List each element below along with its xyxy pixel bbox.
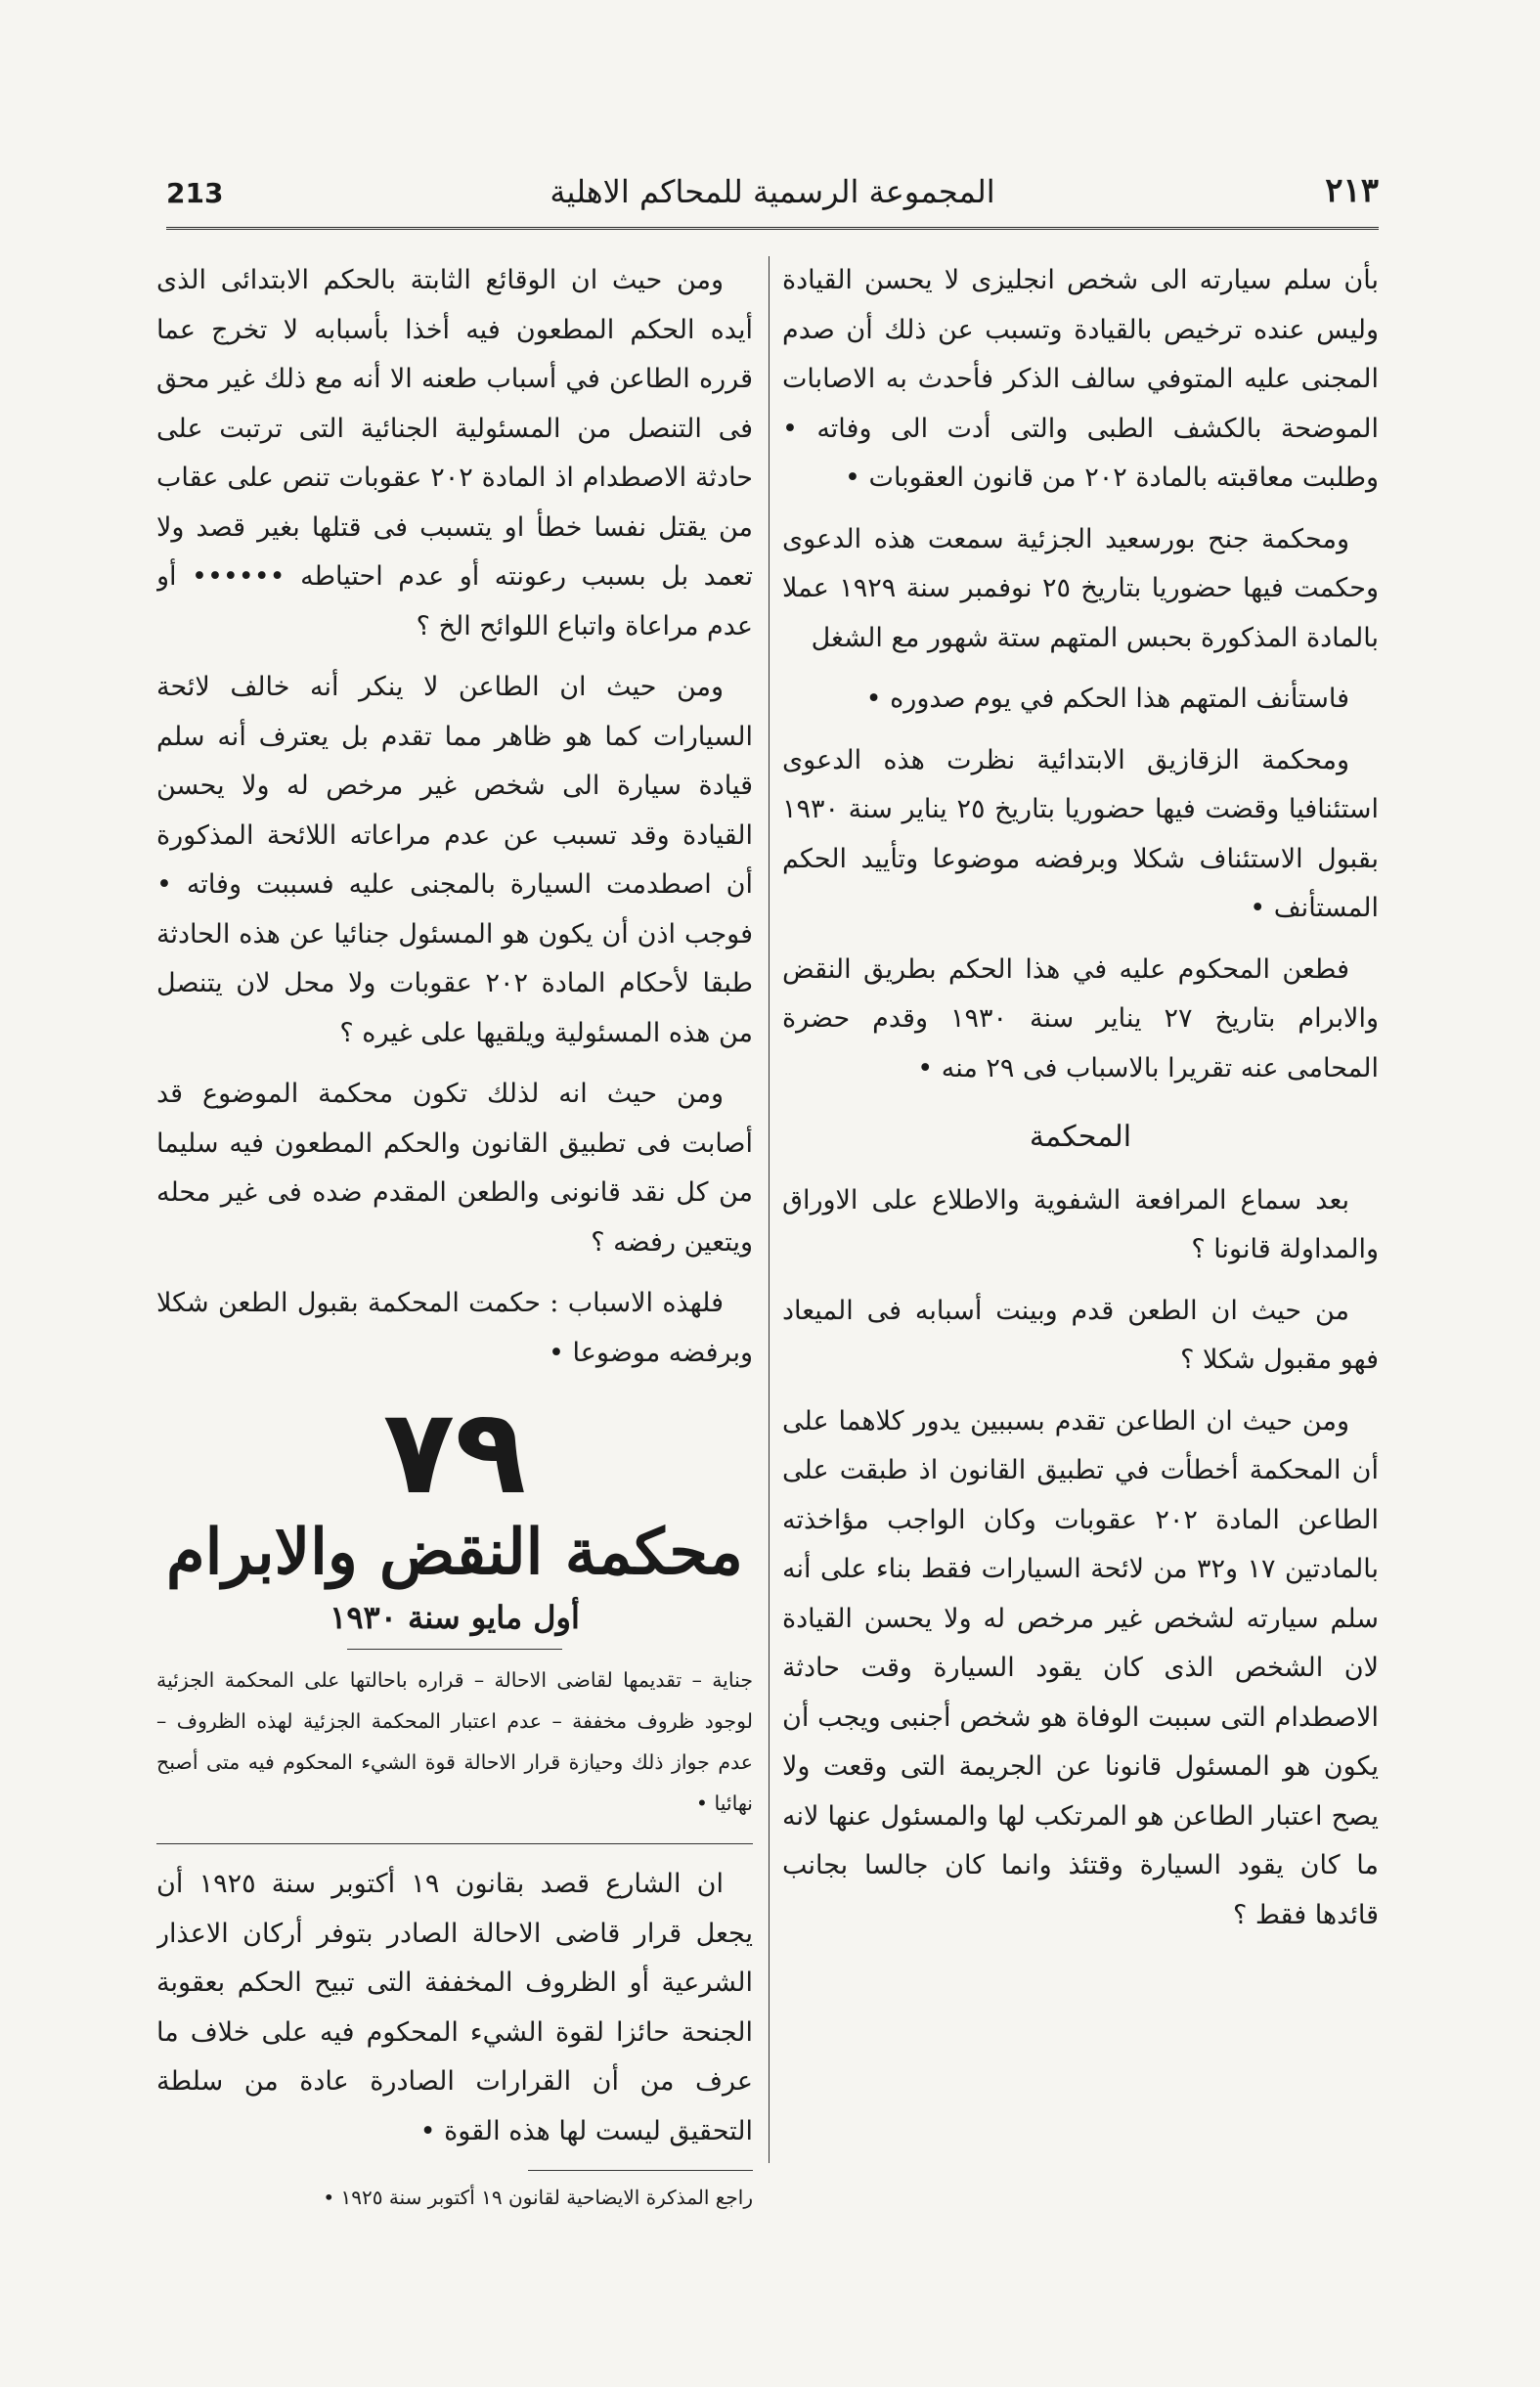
- right-column: [782, 256, 1379, 2271]
- running-header: [166, 171, 1379, 225]
- section-heading: المحكمة: [1029, 1120, 1132, 1154]
- left-column: [156, 256, 753, 2271]
- paragraph: فلهذه الاسباب : حكمت المحكمة بقبول الطعن شكلا وبرفضه موضوعا •: [156, 1288, 753, 1368]
- case-date: أول مايو سنة ١٩٣٠: [330, 1599, 580, 1636]
- footnote-rule: [528, 2170, 753, 2171]
- paragraph: ومن حيث ان الوقائع الثابتة بالحكم الابتدائى الذى أيده الحكم المطعون فيه أخذا بأسبابه لا تخرج عما قرره الطاعن في أسباب طعنه الا أنه مع ذلك غير محق فى التنصل من المسئولية الجنائية التى ترتبت على حادثة الاصطدام اذ المادة ٢٠٢ عقوبات تنص على عقاب من يقتل نفسا خطأ او يتسبب فى قتلها بغير قصد ولا تعمد بل بسبب رعونته أو عدم احتياطه •••••• أو عدم مراعاة واتباع اللوائح الخ ؟: [156, 265, 753, 641]
- paragraph: ومن حيث ان الطاعن تقدم بسببين يدور كلاهما على أن المحكمة أخطأت في تطبيق القانون اذ طبقت على الطاعن المادة ٢٠٢ عقوبات وكان الواجب مؤاخذته بالمادتين ١٧ و٣٢ من لائحة السيارات فقط بناء على أنه سلم سيارته لشخص غير مرخص له ولا يحسن القيادة لان الشخص الذى كان يقود السيارة وقت حادثة الاصطدام التى سببت الوفاة هو شخص أجنبى ويجب أن يكون هو المسئول قانونا عن الجريمة التى وقعت ولا يصح اعتبار الطاعن هو المرتكب لها والمسئول عنها لانه ما كان يقود السيارة وقتئذ وانما كان جالسا بجانب قائدها فقط ؟: [782, 1405, 1379, 1930]
- header-rule: [166, 227, 1379, 230]
- case-header: [156, 1385, 753, 1650]
- paragraph: ومحكمة جنح بورسعيد الجزئية سمعت هذه الدعوى وحكمت فيها حضوريا بتاريخ ٢٥ نوفمبر سنة ١٩٢٩ عملا بالمادة المذكورة بحبس المتهم ستة شهور مع الشغل: [782, 523, 1379, 653]
- paragraph: ومن حيث ان الطاعن لا ينكر أنه خالف لائحة السيارات كما هو ظاهر مما تقدم بل يعترف أنه سلم قيادة سيارة الى شخص غير مرخص له ولا يحسن القيادة وقد تسبب عن عدم مراعاته اللائحة المذكورة أن اصطدمت السيارة بالمجنى عليه فسببت وفاته • فوجب اذن أن يكون هو المسئول جنائيا عن هذه الحادثة طبقا لأحكام المادة ٢٠٢ عقوبات ولا محل لان يتنصل من هذه المسئولية ويلقيها على غيره ؟: [156, 672, 753, 1048]
- paragraph: بعد سماع المرافعة الشفوية والاطلاع على الاوراق والمداولة قانونا ؟: [782, 1184, 1379, 1264]
- headnote-rule: [156, 1843, 753, 1844]
- paragraph: ومحكمة الزقازيق الابتدائية نظرت هذه الدعوى استئنافيا وقضت فيها حضوريا بتاريخ ٢٥ يناير سنة ١٩٣٠ بقبول الاستئناف شكلا وبرفضه موضوعا وتأييد الحكم المستأنف •: [782, 744, 1379, 923]
- page-number-latin: 213: [166, 177, 224, 209]
- case-body: ان الشارع قصد بقانون ١٩ أكتوبر سنة ١٩٢٥ أن يجعل قرار قاضى الاحالة الصادر بتوفر أركان الاعذار الشرعية أو الظروف المخففة التى تبيح الحكم بعقوبة الجنحة حائزا لقوة الشيء المحكوم فيه على خلاف ما عرف من أن القرارات الصادرة عادة من سلطة التحقيق ليست لها هذه القوة •: [156, 1869, 753, 2146]
- page-number-arabic: ٢١٣: [1325, 171, 1379, 210]
- paragraph: فطعن المحكوم عليه في هذا الحكم بطريق النقض والابرام بتاريخ ٢٧ يناير سنة ١٩٣٠ وقدم حضرة المحامى عنه تقريرا بالاسباب فى ٢٩ منه •: [782, 953, 1379, 1083]
- case-date-rule: [347, 1649, 562, 1650]
- paragraph: فاستأنف المتهم هذا الحكم في يوم صدوره •: [865, 684, 1349, 714]
- paragraph: بأن سلم سيارته الى شخص انجليزى لا يحسن القيادة وليس عنده ترخيص بالقيادة وتسبب عن ذلك أن صدم المجنى عليه المتوفي سالف الذكر فأحدث به الاصابات الموضحة بالكشف الطبى والتى أدت الى وفاته • وطلبت معاقبته بالمادة ٢٠٢ من قانون العقوبات •: [782, 265, 1379, 493]
- footnote: راجع المذكرة الايضاحية لقانون ١٩ أكتوبر سنة ١٩٢٥ •: [323, 2186, 753, 2209]
- paragraph: ومن حيث انه لذلك تكون محكمة الموضوع قد أصابت فى تطبيق القانون والحكم المطعون فيه سليما من كل نقد قانونى والطعن المقدم ضده فى غير محله ويتعين رفضه ؟: [156, 1079, 753, 1258]
- court-name: محكمة النقض والابرام: [166, 1516, 743, 1589]
- case-number: ٧٩: [382, 1385, 527, 1521]
- column-divider: [769, 256, 770, 2163]
- running-title: المجموعة الرسمية للمحاكم الاهلية: [550, 173, 995, 210]
- paragraph: من حيث ان الطعن قدم وبينت أسبابه فى الميعاد فهو مقبول شكلا ؟: [782, 1295, 1379, 1375]
- headnote: جناية – تقديمها لقاضى الاحالة – قراره باحالتها على المحكمة الجزئية لوجود ظروف مخففة – عدم اعتبار المحكمة الجزئية لهذه الظروف – عدم جواز ذلك وحيازة قرار الاحالة قوة الشيء المحكوم فيه متى أصبح نهائيا •: [156, 1668, 753, 1815]
